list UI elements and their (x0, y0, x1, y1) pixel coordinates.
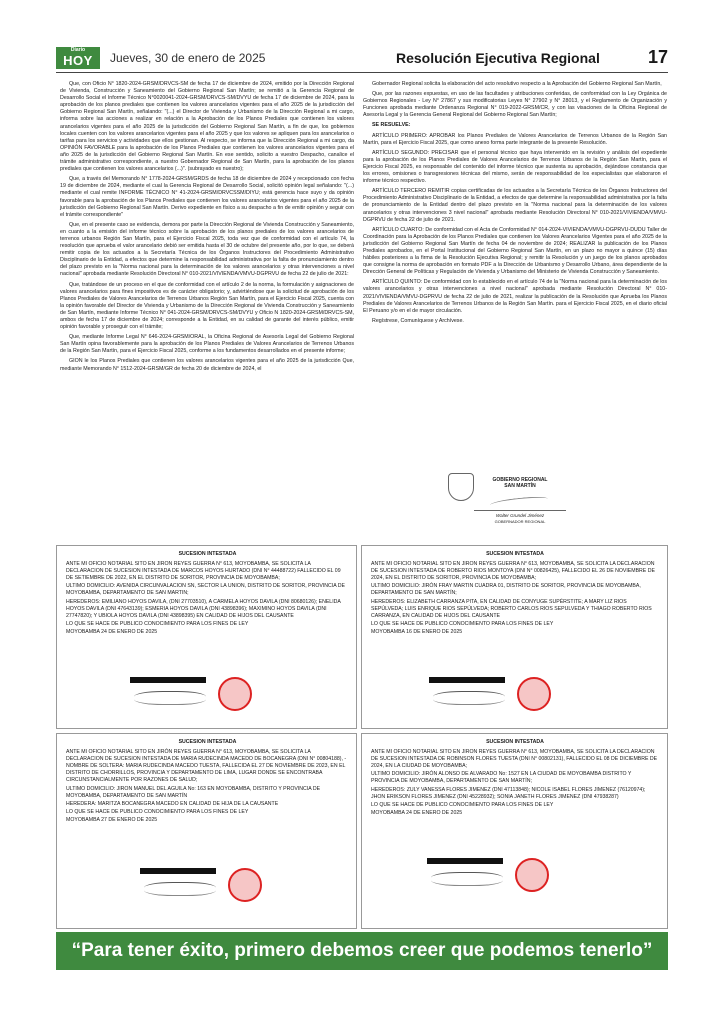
coat-of-arms-icon (448, 473, 474, 501)
notice-line: LO QUE SE HACE DE PUBLICO CONOCIMIENTO PARA LOS FINES DE LEY (66, 620, 249, 627)
redaction-bar (130, 677, 206, 683)
notary-seal-icon (228, 868, 262, 902)
signature-seal (448, 473, 568, 541)
signature-scribble (433, 691, 505, 705)
issue-date: Jueves, 30 de enero de 2025 (110, 51, 266, 65)
notice-line: ANTE MI OFICIO NOTARIAL SITO EN JIRÓN REYES GUERRA N° 613, MOYOBAMBA, SE SOLICITA LA DECLARACION DE SUCESION INTESTADA DE MARIA RUDECINDA MACEDO DE BOCANEGRA (DNI N° 00804188), -NOMBRE DE SOLTERA: MARIA RUDECINDA MACEDO TUESTA, FALLECIDA EL 27 DE NOVIEMBRE DE 2023, EN EL DISTRITO DE CHORRILLOS, PROVINCIA Y DEPARTAMENTO DE LIMA, LUGAR DONDE SE ENCONTRABA CIRCUNSTANCIALMENTE POR RAZONES DE SALUD; (66, 749, 347, 784)
article: ARTÍCULO QUINTO: De conformidad con lo establecido en el artículo 74 de la "Norma nacional para la determinación de los valores arancelarios y otras intervenciones a nivel nacional" aprobada mediante Resolución Directoral N° 010-2021/VIVIENDA/VMVU-DGPRVU de fecha 22 de julio de 2021, realizar la publicación de la Resolución que Aprueba los Planos Prediales de Valores Arancelarios de Terrenos Urbanos de la Región San Martín. para el Ejercicio Fiscal 2025, en el diario oficial El Peruano y/o en el de mayor circulación. (363, 279, 667, 314)
notary-seal-icon (515, 858, 549, 892)
notice-line: MOYOBAMBA 24 DE ENERO DE 2025 (66, 628, 158, 635)
notary-stamp (429, 677, 569, 713)
redaction-bar (140, 868, 216, 874)
handwritten-signature (474, 495, 566, 511)
article: ARTÍCULO CUARTO: De conformidad con el Acta de Conformidad N° 014-2024-VIVIENDA/VMVU-DGPRVU-DUDU Taller de Coordinación para la Aprobación de los Planos Prediales que contienen los Valores Arancelarios Vigentes para el año 2025 de la jurisdicción del Gobierno Regional San Martín de fecha 04 de noviembre de 2024; REALIZAR la publicación de los Planos Prediales aprobados, en el Portal Institucional del Gobierno Regional San Martín, en un plazo no mayor a quince (15) días hábiles posteriores a la firma de la Resolución Ejecutiva Regional; y remitir la Resolución y un juego de los planos aprobados que consigne la norma de aprobación en formato PDF a la Dirección de Urbanismo y Desarrollo Urbano, área dependiente de la Dirección General de Políticas y Regulación de Vivienda y Urbanismo del Ministerio de Vivienda Construcción y Saneamiento. (363, 226, 667, 276)
notice-line: LO QUE SE HACE DE PUBLICO CONOCIMIENTO PARA LOS FINES DE LEY (66, 808, 249, 815)
notary-stamp (140, 868, 280, 904)
notary-stamp (130, 677, 270, 713)
article: ARTÍCULO SEGUNDO: PRECISAR que el personal técnico que haya intervenido en la revisión y análisis del expediente para la aprobación de los Planos Prediales de Valores Arancelarios de Terrenos Urbanos de la Región San Martín, para el Ejercicio Fiscal 2025, es responsable del contenido del informe técnico que sustenta su aprobación, dejándose constancia que los errores, omisiones o transgresiones técnicas del mismo, serán de responsabilidad de los especialistas que elaboraron el informe técnico respectivo. (363, 149, 667, 185)
notice-line: HEREDEROS: ELIZABETH CARRANZA PITA, EN CALIDAD DE CONYUGE SUPÉRSTITE; A MARY LIZ RIOS SEPÚLVEDA; LUIS ENRIQUE RIOS SEPÚLVEDA; ROBERTO CARLOS RIOS SEPULVEDA Y THIAGO ROBERTO RIOS CARRANZA, EN CALIDAD DE HIJOS DEL CAUSANTE (371, 598, 652, 619)
notice-line: ULTIMO DOMICILIO: JIRON MANUEL DEL AGUILA No: 163 EN MOYOBAMBA, DISTRITO Y PROVINCIA DE MOYOBAMBA, DEPARTAMENTO DE SAN MARTÍN (66, 785, 321, 799)
notice-text (66, 739, 349, 825)
page-header (56, 47, 668, 69)
se-resuelve-heading: SE RESUELVE: (372, 122, 411, 129)
notice-line: LO QUE SE HACE DE PUBLICO CONOCIMIENTO PARA LOS FINES DE LEY (371, 620, 554, 627)
header-divider (56, 72, 668, 73)
resolution-right-column (363, 81, 667, 328)
paragraph: Gobernador Regional solicita la elaboración del acto resolutivo respecto a la Aprobación del Gobierno Regional San Martín, (372, 81, 662, 87)
redaction-bar (427, 858, 503, 864)
closing-line: Regístrese, Comuníquese y Archívese. (372, 317, 464, 324)
notice-line: HEREDERA: MARITZA BOCANEGRA MACEDO EN CALIDAD DE HIJA DE LA CAUSANTE (66, 800, 279, 807)
notice-title: SUCESION INTESTADA (486, 551, 544, 557)
notice-title: SUCESION INTESTADA (178, 551, 237, 557)
paragraph: Que, en el presente caso se evidencia, demora por parte la Dirección Regional de Vivienda Construcción y Saneamiento, en cuanto a la emisión del informe técnico sobre la aprobación de los planos prediales de los valores arancelarios de terrenos urbanos Región San Martín, para el Ejercicio Fiscal 2025, toda vez que de conformidad con el artículo 74, la resolución que aprueba el valor arancelario debió ser emitida hasta el 30 de octubre del presente año, por lo que, se deberá remitir copia de los actuados a la Secretaría Técnica de los Órganos Instructores del Procedimiento Administrativo Disciplinario de la Entidad, a efectos que determine la responsabilidad administrativa por la falta de pronunciamiento dentro del plazo previsto en la "Norma nacional para la determinación de los valores arancelarios y otras intervenciones a nivel nacional" aprobada mediante Resolución Directoral N° 010-2021/VIVIENDA/VMVU-DGPRVU de fecha 22 de julio de 2021: (60, 221, 354, 278)
newspaper-logo (56, 47, 100, 69)
notary-stamp (427, 858, 567, 894)
notice-line: ULTIMO DOMICILIO: AVENIDA CIRCUNVALACION SN, SECTOR LA UNION, DISTRITO DE SORITOR, PROVINCIA DE MOYOBAMBA, DEPARTAMENTO DE SAN MARTIN; (66, 583, 346, 597)
signatory-name: Walter Grundel Jiménez (495, 513, 545, 518)
notice-line: MOYOBAMBA 27 DE ENERO DE 2025 (66, 816, 158, 823)
notice-line: ANTE MI OFICIO NOTARIAL SITO EN JIRON REYES GUERRA N° 613, MOYOBAMBA, SE SOLICITA LA DECLARACION DE SUCESION INTESTADA DE MARCOS HOYOS HURTADO (DNI N° 44488722) FALLECIDO EL 09 DE SETIEMBRE DE 2022, EN EL DISTRITO DE SORITOR, PROVINCIA DE MOYOBAMBA; (66, 561, 341, 582)
signatory-position: GOBERNADOR REGIONAL (494, 519, 546, 524)
paragraph: Que, mediante Informe Legal N° 646-2024-GRSM/ORAL, la Oficina Regional de Asesoría Legal del Gobierno Regional San Martín opina favorablemente para la aprobación de los Planos Prediales de Valores Arancelarios de Terrenos Urbanos de la Región San Martín, para el Ejercicio Fiscal 2025, conforme a los fundamentos desarrollados en el presente informe; (60, 334, 354, 355)
notice-title: SUCESION INTESTADA (178, 739, 237, 745)
notice-line: HEREDEROS: EMILIANO HOYOS DAVILA, (DNI 27703510), A CARMELA HOYOS DAVILA (DNI 80680126); ENELIDA HOYOS DAVILA (DNI 47643139); ESMERIA HOYOS DAVILA (DNI 43898396); MAXIMINO HOYOS DAVILA (DNI 27747820); Y UBIOLA HOYOS DAVILA (DNI 43898395) EN CALIDAD DE HIJOS DEL CAUSANTE (66, 598, 341, 619)
notice-line: MOYOBAMBA 24 DE ENERO DE 2025 (371, 809, 463, 816)
page-number: 17 (647, 47, 668, 67)
article: ARTÍCULO TERCERO REMITIR copias certificadas de los actuados a la Secretaría Técnica de los Órganos Instructores del Procedimiento Administrativo Disciplinario de la Entidad, a efectos de que determine la responsabilidad administrativa por la falta de pronunciamiento de la Entidad dentro del plazo previsto en la "Norma nacional para la determinación de los valores arancelarios y otras intervenciones 3 nivel nacional" aprobada mediante Resolución Directoral N° 010-2021/VIVIENDA/VMVU-DGPRVU de fecha 22 de julio de 2021. (363, 188, 667, 223)
notice-text (371, 739, 659, 818)
notice-line: MOYOBAMBA 16 DE ENERO DE 2025 (371, 628, 463, 635)
seal-organization: GOBIERNO REGIONAL SAN MARTÍN (492, 477, 548, 489)
notary-seal-icon (218, 677, 252, 711)
notice-line: ULTIMO DOMICILIO: JIRÓN FRAY MARTIN CUADRA 01, DISTRITO DE SORITOR, PROVINCIA DE MOYOBAMBA, DEPARTAMENTO DE SAN MARTÍN; (371, 583, 641, 597)
paragraph: Que, por las razones expuestas, en uso de las facultades y atribuciones conferidas, de conformidad con la Ley Orgánica de Gobiernos Regionales - Ley N° 27867 y sus modificatorias Leyes N° 27902 y N° 28013, y el Reglamento de Organización y Funciones aprobada mediante Ordenanza Regional N° 019-2022-GRSM/CR, y con las visaciones de la Oficina Regional de Asesoría Legal y la Gerencia General Regional del Gobierno Regional San Martín; (363, 91, 667, 119)
notice-text (66, 551, 349, 637)
article: ARTÍCULO PRIMERO: APROBAR los Planos Prediales de Valores Arancelarios de Terrenos Urbanos de la Región San Martín, para el Ejercicio Fiscal 2025, que como anexo forma parte integrante de la presente Resolución. (363, 132, 667, 146)
signature-scribble (144, 882, 216, 896)
paragraph: GION le los Planos Prediales que contienen los valores arancelarios vigentes para el año 2025 de la jurisdicción Que, mediante Memorando N° 1512-2024-GRSM/GR de fecha 20 de diciembre de 2024, el (60, 358, 354, 372)
notice-line: LO QUE SE HACE DE PUBLICO CONOCIMIENTO PARA LOS FINES DE LEY (371, 801, 554, 808)
slogan-banner: “Para tener éxito, primero debemos creer que podemos tenerlo” (56, 932, 668, 970)
notice-line: ANTE MI OFICIO NOTARIAL SITO EN JIRON REYES GUERRA N° 613, MOYOBAMBA, SE SOLICITA LA DECLARACION DE SUCESION INTESTADA DE ROBERTO RIOS MONTOYA (DNI N° 00826425), FALLECIDO EL 26 DE NOVIEMBRE DE 2024, EN EL DISTRITO DE SORITOR, PROVINCIA DE MOYOBAMBA; (371, 561, 655, 582)
notary-seal-icon (517, 677, 551, 711)
signature-scribble (134, 691, 206, 705)
notice-line: ULTIMO DOMICILIO: JIRÓN ALONSO DE ALVARADO No: 1527 EN LA CIUDAD DE MOYOBAMBA DISTRITO Y PROVINCIA DE MOYOBAMBA, DEPARTAMENTO DE SAN MARTÍN; (371, 771, 632, 785)
notice-title: SUCESION INTESTADA (486, 739, 544, 745)
resolution-left-column (60, 81, 354, 376)
notice-text (371, 551, 659, 637)
signature-scribble (431, 872, 503, 886)
logo-main-text: HOY (63, 53, 93, 68)
logo-top-text: Diario (70, 47, 86, 53)
redaction-bar (429, 677, 505, 683)
paragraph: Que, tratándose de un proceso en el que de conformidad con el artículo 2 de la norma, la formulación y asignaciones de valores arancelarios para fines impositivos es de carácter obligatorio; y, advirtiéndose que la solicitud de aprobación de los Planos Prediales de Valores Arancelarios de Terrenos Urbanos Región San Martín, para el Ejercicio Fiscal 2025, cuenta con la opinión favorable del Director de Vivienda y Urbanismo de la Dirección Regional de Vivienda Construcción y Saneamiento de San Martín, mediante Informe Técnico N° 041-2024-GRSM/DRVCS-SM/DVYU y Oficio N 1820-2024-GRSM/DRVCS-SM, ambos de fecha 17 de diciembre de 2024; corresponde a la Entidad, en su calidad de garante del interés público, emitir opinión favorable y proseguir con el trámite; (60, 281, 354, 331)
section-title: Resolución Ejecutiva Regional (396, 50, 600, 66)
paragraph: Que, a través del Memorando N° 1778-2024-GRSM/GRDS de fecha 18 de diciembre de 2024 y recepcionado con fecha 19 de diciembre de 2024, mediante el cual la Gerencia Regional de Desarrollo Social, solicitó opinión legal señalando: "(...) mediante el cual remite INFORME TÉCNICO N° 41-2024-GRSM/DRVCSSM/DIYU; está gerencia hace suyo y da opinión favorable para la aprobación de los Planos Prediales que contienen los valores arancelarios vigentes para el año 2025 de la jurisdicción del Gobierno Regional San Martín. Derivo expediente en físico a su despacho a fin de emitir opinión y seguir con el trámite correspondiente" (60, 176, 354, 218)
notice-line: ANTE MI OFICIO NOTARIAL SITO EN JIRON REYES GUERRA N° 613, MOYOBAMBA, SE SOLICITA LA DECLARACION DE SUCESION INTESTADA DE ROBINSON FLORES TUESTA (DNI N° 00802131), FALLECIDO EL 08 DE DICIEMBRE DE 2024, EN LA CIUDAD DE MOYOBAMBA; (371, 749, 658, 770)
notice-line: HEREDEROS: ZULY VANESSA FLORES JIMENEZ (DNI 47113848); NICOLE ISABEL FLORES JIMENEZ (76120974); JHON ERIKSON FLORES JIMENEZ (DNI 45228932); SONIA JANETH FLORES JIMENEZ (DNI 47938287) (371, 786, 646, 800)
paragraph: Que, con Oficio N° 1820-2024-GRSM/DRVCS-SM de fecha 17 de diciembre de 2024, emitido por la Dirección Regional de Vivienda, Construcción y Saneamiento del Gobierno Regional San Martín; se remitió a la Gerencia Regional de Desarrollo Social el Informe Técnico N°0020041-2024-GRSM/DRVCS-SM/DVYU de fecha 17 de diciembre de 2024, para la aprobación de los planos prediales que contienen los valores arancelarios vigentes para el año 2025 de la jurisdicción del Gobierno Regional San Martín, señalando: "(...) el Director de Vivienda y Urbanismo de la Dirección Regional a mi cargo, informa sobre las acciones a realizar en relación a la Aprobación de los Planos Prediales que contienen los valores arancelarios vigentes para el año 2025 de la jurisdicción del Gobierno Regional San Martín, a fin de que, los gobiernos locales cuenten con los valores arancelarios vigentes para el año 2025 y que los valores se apliquen para los arancelarios o tarifas para los servicios y actividades que ellos gestionan. Al respecto, se informa que la Dirección Regional a mi cargo, da OPINIÓN FAVORABLE para la aprobación de los Planos Prediales que contienen los valores arancelarios vigentes para el año 2025 de la jurisdicción del Gobierno Regional San Martín. En ese sentido, solicito a vuestro Despacho, canalice el trámite administrativo correspondiente, a nuestro Gobernador Regional de San Martín, para la aprobación de los planos prediales que contienen los valores arancelarios (...)". (subrayado es nuestro); (60, 81, 354, 173)
